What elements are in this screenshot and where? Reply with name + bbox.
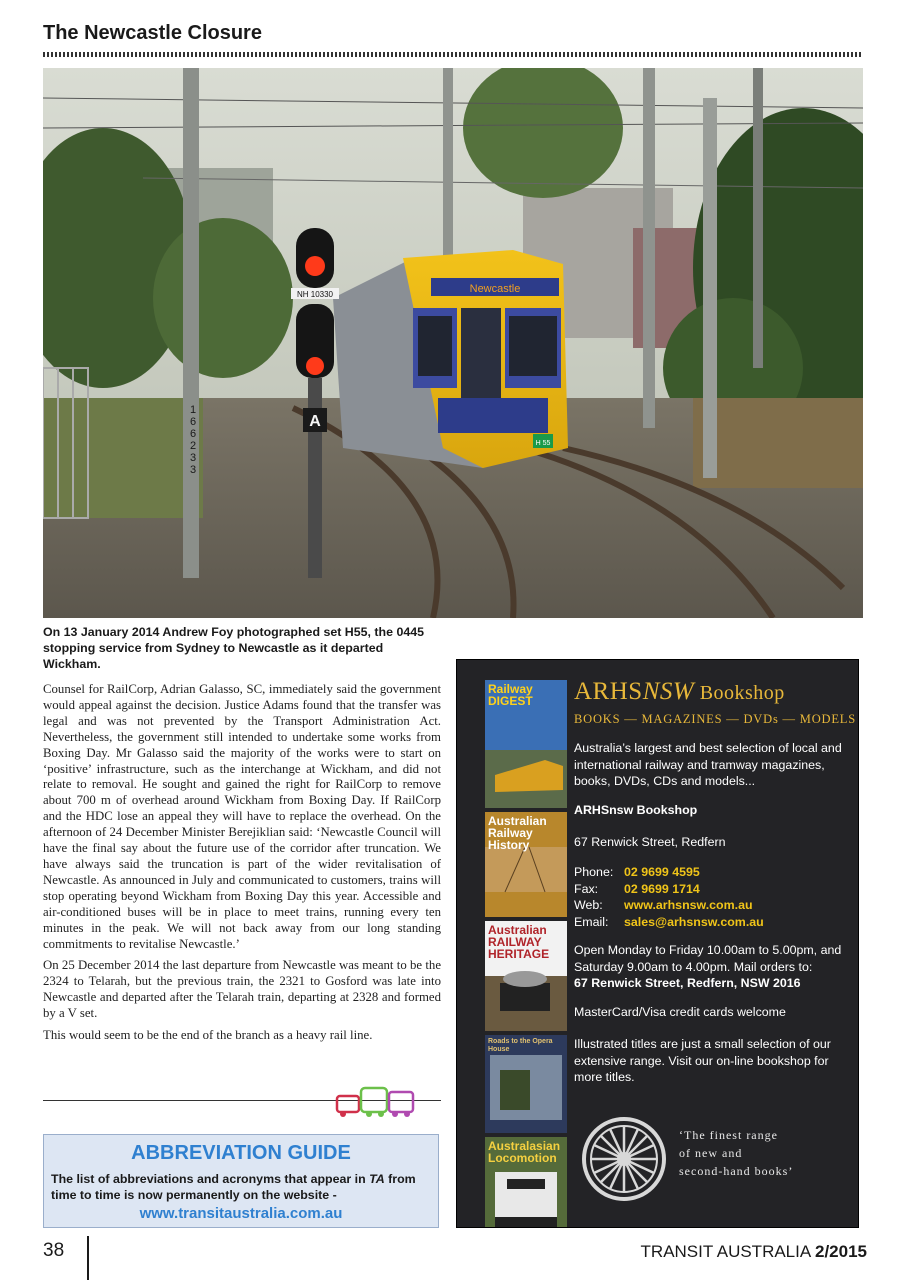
cover-australasian-locomotion: Australasian Locomotion xyxy=(485,1137,567,1228)
bookshop-intro: Australia’s largest and best selection of local and international railway and tramway magazines, books, DVDs, CDs and models... xyxy=(574,741,842,788)
bookshop-title: ARHSNSW Bookshop xyxy=(574,678,785,705)
pole-number: 1 6 6 2 3 3 xyxy=(189,404,197,476)
bookshop-subtitle: BOOKS — MAGAZINES — DVDs — MODELS xyxy=(574,712,856,726)
contact-phone: Phone: 02 9699 4595 xyxy=(574,865,700,879)
article-paragraph: Counsel for RailCorp, Adrian Galasso, SC, immediately said the government would appeal against the decision. Justice Adams found that the transfer was legal and was not prevented by the Transport Administration Act. Nevertheless, the government still intended to undertake some works from Boxing Day. Mr Galasso said the majority of the works were to start on ‘positive’ infrastructure, such as the interchange at Wickham, and did not relate to removal. He sought and gained the right for RailCorp to remove about 700 m of overhead around Wickham from Boxing Day. If RailCorp and the HDC lose an appeal they will have to replace the overhead. On the afternoon of 24 December Minister Berejiklian said: ‘Newcastle Council will have the final say about the future use of the corridor after truncation. We have always said the truncation is part of the wider revitalisation of Newcastle. As announced in July and communicated to customers, trains will stop operating beyond Wickham from Boxing Day this year. Accessible and air-conditioned buses will be in place to meet trains, running every ten minutes in the peak. We will not back away from our long standing commitments to revitalise Newcastle.’ xyxy=(43,682,441,951)
contact-web: Web: www.arhsnsw.com.au xyxy=(574,898,753,912)
contact-email: Email: sales@arhsnsw.com.au xyxy=(574,914,764,929)
title-dotted-rule xyxy=(43,52,863,57)
bookshop-advert xyxy=(456,659,859,1228)
train-icon xyxy=(361,1088,387,1112)
tram-icon xyxy=(389,1092,413,1112)
cover-australian-railway-heritage: Australian RAILWAY HERITAGE xyxy=(485,921,567,1031)
transport-icons xyxy=(335,1084,417,1123)
page-number: 38 xyxy=(43,1240,65,1261)
abbreviation-guide-box xyxy=(43,1134,439,1228)
signal-letter: A xyxy=(309,413,321,430)
section-title: The Newcastle Closure xyxy=(43,22,262,44)
bookshop-cards: MasterCard/Visa credit cards welcome xyxy=(574,1005,786,1019)
bookshop-hours: Open Monday to Friday 10.00am to 5.00pm, and Saturday 9.00am to 4.00pm. Mail orders to: 67 Renwick Street, Redfern, NSW 2016 xyxy=(574,943,842,990)
train-photo-illustration xyxy=(43,68,863,618)
bookshop-tagline: ‘The finest range of new and second-hand books’ xyxy=(679,1128,794,1178)
article-body xyxy=(43,682,441,1050)
set-number: H 55 xyxy=(535,440,551,447)
abbreviation-guide-title: ABBREVIATION GUIDE xyxy=(131,1142,351,1164)
abbreviation-guide-url[interactable]: www.transitaustralia.com.au xyxy=(139,1205,343,1222)
contact-fax: Fax: 02 9699 1714 xyxy=(574,881,700,896)
bookshop-contacts xyxy=(574,864,849,930)
bookshop-name: ARHSnsw Bookshop xyxy=(574,803,698,817)
train-photo xyxy=(43,68,863,618)
cover-railway-digest: Railway DIGEST xyxy=(485,680,567,808)
abbreviation-guide-text: The list of abbreviations and acronyms that appear in TA from time to time is now permanently on the website - xyxy=(51,1172,416,1202)
cover-australian-railway-history: Australian Railway History xyxy=(485,812,567,917)
bus-icon xyxy=(337,1096,359,1112)
locomotive-wheel-icon xyxy=(580,1115,668,1208)
destination-sign: Newcastle xyxy=(469,283,521,295)
bookshop-closing: Illustrated titles are just a small selection of our extensive range. Visit our on-line bookshop for more titles. xyxy=(574,1037,831,1084)
book-covers xyxy=(485,680,567,1228)
magazine-footer: TRANSIT AUSTRALIA 2/2015 xyxy=(640,1242,867,1261)
article-paragraph: This would seem to be the end of the branch as a heavy rail line. xyxy=(43,1028,373,1043)
article-paragraph: On 25 December 2014 the last departure from Newcastle was meant to be the 2324 to Telarah, but the previous train, the 2321 to Gosford was late into Newcastle and departed after the Telarah train, departing at 2328 and formed by a V set. xyxy=(43,958,441,1021)
cover-roads-to-opera-house: Roads to the Opera House xyxy=(485,1035,567,1133)
photo-caption: On 13 January 2014 Andrew Foy photographed set H55, the 0445 stopping service from Sydney to Newcastle as it departed Wickham. xyxy=(43,625,425,671)
signal-plate: NH 10330 xyxy=(296,290,334,299)
bookshop-address: 67 Renwick Street, Redfern xyxy=(574,835,726,849)
footer-divider xyxy=(87,1236,89,1280)
